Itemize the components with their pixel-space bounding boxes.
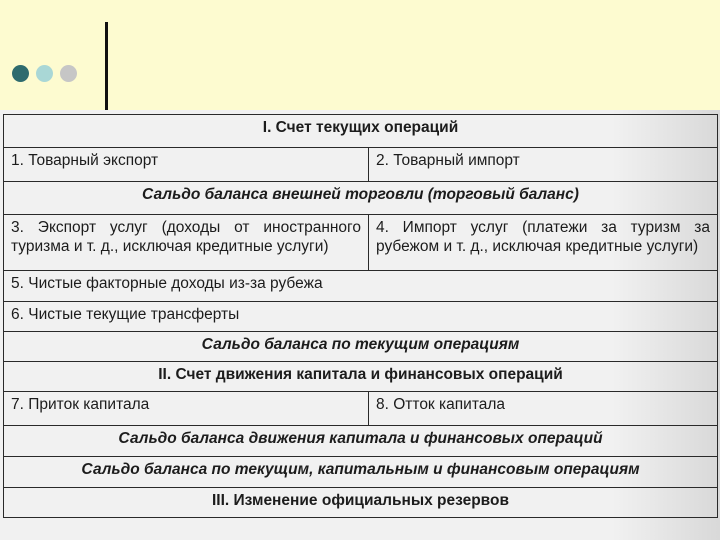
row2-goods-import: 2. Товарный импорт (369, 148, 718, 182)
row5-factor-income: 5. Чистые факторные доходы из-за рубежа (4, 271, 718, 302)
slide-bullet-dots (12, 65, 77, 82)
row6-current-transfers: 6. Чистые текущие трансферты (4, 302, 718, 332)
scanned-table-image (0, 110, 720, 540)
balance-of-payments-table (3, 114, 718, 518)
section2-title: II. Счет движения капитала и финансовых операций (4, 362, 718, 392)
dot-dark-teal (12, 65, 29, 82)
row4-services-import: 4. Импорт услуг (платежи за туризм за рубежом и т. д., исключая кредитные услуги) (369, 215, 718, 271)
row7-capital-inflow: 7. Приток капитала (4, 392, 369, 426)
capital-account-balance-label: Сальдо баланса движения капитала и финансовых операций (4, 426, 718, 457)
row3-services-export: 3. Экспорт услуг (доходы от иностранного туризма и т. д., исключая кредитные услуги) (4, 215, 369, 271)
section3-title: III. Изменение официальных резервов (4, 488, 718, 518)
current-account-balance-label: Сальдо баланса по текущим операциям (4, 332, 718, 362)
dot-gray (60, 65, 77, 82)
row1-goods-export: 1. Товарный экспорт (4, 148, 369, 182)
dot-light-teal (36, 65, 53, 82)
trade-balance-label: Сальдо баланса внешней торговли (торговый баланс) (4, 182, 718, 215)
section1-title: I. Счет текущих операций (4, 115, 718, 148)
row8-capital-outflow: 8. Отток капитала (369, 392, 718, 426)
slide-divider-line (105, 22, 108, 110)
overall-balance-label: Сальдо баланса по текущим, капитальным и финансовым операциям (4, 457, 718, 488)
